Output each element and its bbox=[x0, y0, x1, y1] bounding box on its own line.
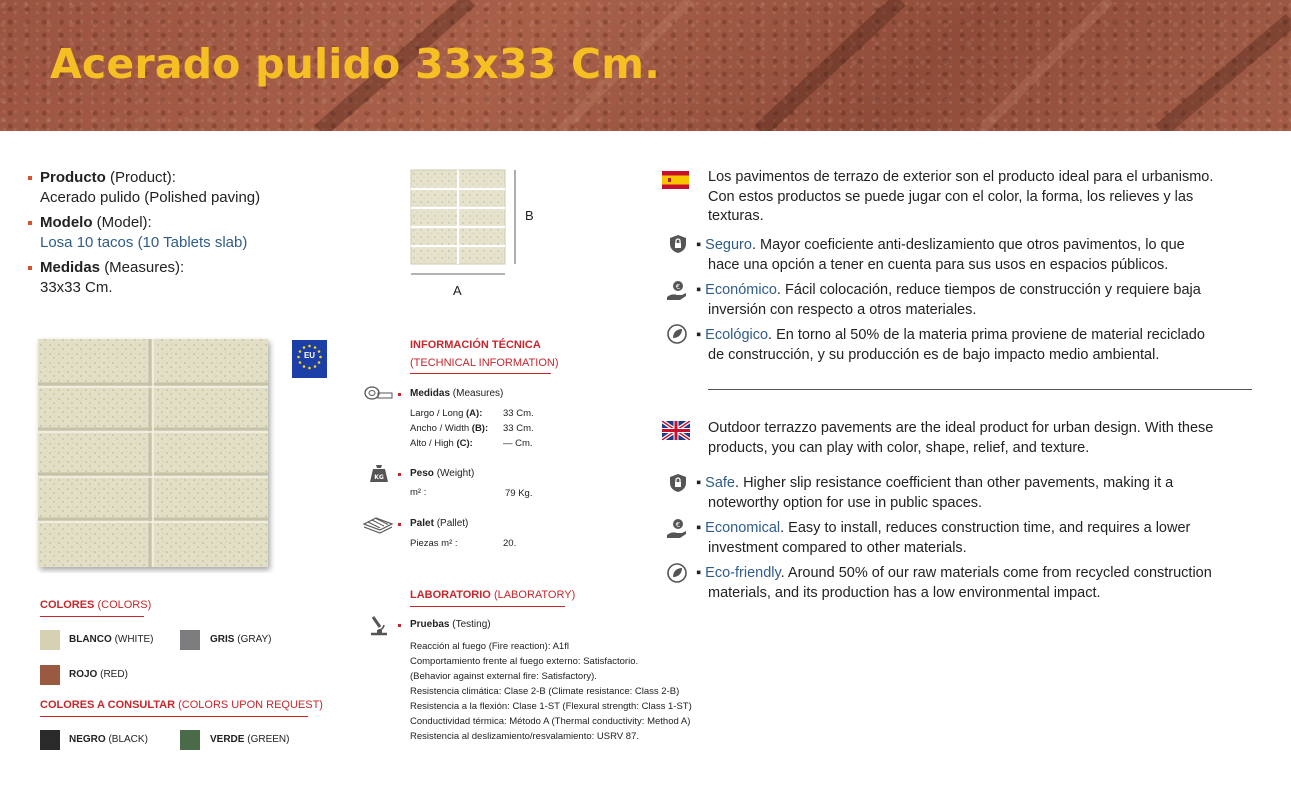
lab-underline bbox=[410, 606, 565, 607]
page-title: Acerado pulido 33x33 Cm. bbox=[50, 40, 660, 88]
leaf-icon bbox=[667, 563, 687, 583]
medidas-row-b-value: 33 Cm. bbox=[503, 423, 534, 434]
tile-photo bbox=[30, 333, 275, 573]
producto-value: Acerado pulido (Polished paving) bbox=[40, 189, 261, 206]
money-hand-icon bbox=[666, 280, 686, 300]
lab-line: Resistencia a la flexión: Clase 1-ST (Flexural strength: Class 1-ST) bbox=[410, 701, 692, 712]
spain-flag-icon bbox=[662, 171, 689, 189]
pruebas-heading: Pruebas (Testing) bbox=[410, 619, 491, 630]
medidas-row-a-value: 33 Cm. bbox=[503, 408, 534, 419]
medidas-heading: Medidas (Measures) bbox=[410, 388, 504, 399]
peso-key: m² : bbox=[410, 487, 427, 498]
lab-line: (Behavior against external fire: Satisfactory). bbox=[410, 671, 597, 682]
lab-line: Conductividad térmica: Método A (Thermal conductivity: Method A) bbox=[410, 716, 691, 727]
shield-lock-icon bbox=[668, 473, 688, 493]
pallet-icon bbox=[362, 514, 394, 534]
colors-request-underline bbox=[40, 716, 308, 717]
swatch-blanco bbox=[40, 630, 60, 650]
feature-seguro: ▪ Seguro. Mayor coeficiente anti-deslizamiento que otros pavimentos, lo que hace una opción a tener en cuenta para sus usos en espacios públicos. bbox=[696, 237, 1185, 273]
palet-key: Piezas m² : bbox=[410, 538, 458, 549]
colors-title: COLORES (COLORS) bbox=[40, 599, 152, 611]
feature-economico: ▪ Económico. Fácil colocación, reduce tiempos de construcción y requiere baja inversión con respecto a otros materiales. bbox=[696, 282, 1201, 318]
eu-badge bbox=[292, 340, 327, 378]
lab-line: Comportamiento frente al fuego externo: Satisfactorio. bbox=[410, 656, 639, 667]
modelo-value: Losa 10 tacos (10 Tablets slab) bbox=[40, 234, 248, 251]
eu-label: EU bbox=[303, 351, 316, 360]
feature-safe: ▪ Safe. Higher slip resistance coefficient than other pavements, making it a noteworthy option for use in public spaces. bbox=[696, 475, 1174, 511]
technical-title-en: (TECHNICAL INFORMATION) bbox=[410, 357, 559, 369]
technical-title: INFORMACIÓN TÉCNICA bbox=[410, 339, 541, 351]
lab-line: Resistencia al deslizamiento/resvalamiento: USRV 87. bbox=[410, 731, 639, 742]
color-blanco-label: BLANCO (WHITE) bbox=[69, 634, 154, 645]
microscope-icon bbox=[368, 614, 390, 636]
colors-request-title: COLORES A CONSULTAR (COLORS UPON REQUEST) bbox=[40, 699, 323, 711]
medidas-row-c-value: — Cm. bbox=[503, 438, 533, 449]
medidas-value: 33x33 Cm. bbox=[40, 279, 113, 296]
color-negro-label: NEGRO (BLACK) bbox=[69, 734, 148, 745]
palet-heading: Palet (Pallet) bbox=[410, 518, 469, 529]
color-gris-label: GRIS (GRAY) bbox=[210, 634, 272, 645]
lab-title: LABORATORIO (LABORATORY) bbox=[410, 589, 576, 601]
peso-value: 79 Kg. bbox=[505, 488, 533, 499]
bullet-icon bbox=[398, 473, 401, 476]
bullet-icon bbox=[398, 393, 401, 396]
swatch-rojo bbox=[40, 665, 60, 685]
swatch-negro bbox=[40, 730, 60, 750]
shield-lock-icon bbox=[668, 234, 688, 254]
bullet-icon bbox=[28, 221, 32, 225]
measuring-tape-icon bbox=[363, 385, 393, 401]
leaf-icon bbox=[667, 324, 687, 344]
medidas-line: Medidas (Measures): bbox=[40, 259, 185, 276]
feature-economical: ▪ Economical. Easy to install, reduces construction time, and requires a lower investment compared to other materials. bbox=[696, 520, 1191, 556]
modelo-line: Modelo (Model): bbox=[40, 214, 152, 231]
lab-line: Reacción al fuego (Fire reaction): A1fl bbox=[410, 641, 569, 652]
diagram-label-a: A bbox=[453, 283, 462, 298]
bullet-icon bbox=[28, 176, 32, 180]
bullet-icon bbox=[398, 624, 401, 627]
medidas-row-a: Largo / Long (A): bbox=[410, 408, 483, 419]
feature-eco-friendly: ▪ Eco-friendly. Around 50% of our raw materials come from recycled construction materials, and its production has a low environmental impact. bbox=[696, 565, 1212, 601]
weight-icon bbox=[369, 461, 389, 483]
weight-icon-label: KG bbox=[374, 474, 384, 481]
lab-line: Resistencia climática: Clase 2-B (Climate resistance: Class 2-B) bbox=[410, 686, 680, 697]
bullet-icon bbox=[28, 266, 32, 270]
section-divider bbox=[708, 389, 1252, 390]
svg-text:€: € bbox=[675, 283, 681, 291]
medidas-row-c: Alto / High (C): bbox=[410, 438, 473, 449]
diagram-label-b: B bbox=[525, 208, 534, 223]
producto-line: Producto (Product): bbox=[40, 169, 176, 186]
english-intro: Outdoor terrazzo pavements are the ideal product for urban design. With these products, you can play with color, shape, relief, and texture. bbox=[708, 420, 1214, 456]
medidas-row-b: Ancho / Width (B): bbox=[410, 423, 489, 434]
swatch-gris bbox=[180, 630, 200, 650]
colors-underline bbox=[40, 616, 144, 617]
svg-text:€: € bbox=[675, 521, 681, 529]
color-rojo-label: ROJO (RED) bbox=[69, 669, 128, 680]
bullet-icon bbox=[398, 523, 401, 526]
swatch-verde bbox=[180, 730, 200, 750]
lab-lines bbox=[410, 639, 692, 744]
uk-flag-icon bbox=[662, 421, 690, 440]
palet-value: 20. bbox=[503, 538, 517, 549]
header-banner bbox=[0, 0, 1291, 131]
money-hand-icon bbox=[666, 518, 686, 538]
dimension-diagram bbox=[405, 165, 545, 300]
technical-underline bbox=[410, 373, 551, 374]
spanish-intro: Los pavimentos de terrazo de exterior son el producto ideal para el urbanismo. Con estos productos se puede jugar con el color, la forma, los relieves y las texturas. bbox=[708, 169, 1214, 224]
feature-ecologico: ▪ Ecológico. En torno al 50% de la materia prima proviene de material reciclado de construcción, y su producción es de bajo impacto medio ambiental. bbox=[696, 327, 1205, 363]
peso-heading: Peso (Weight) bbox=[410, 468, 475, 479]
color-verde-label: VERDE (GREEN) bbox=[210, 734, 290, 745]
